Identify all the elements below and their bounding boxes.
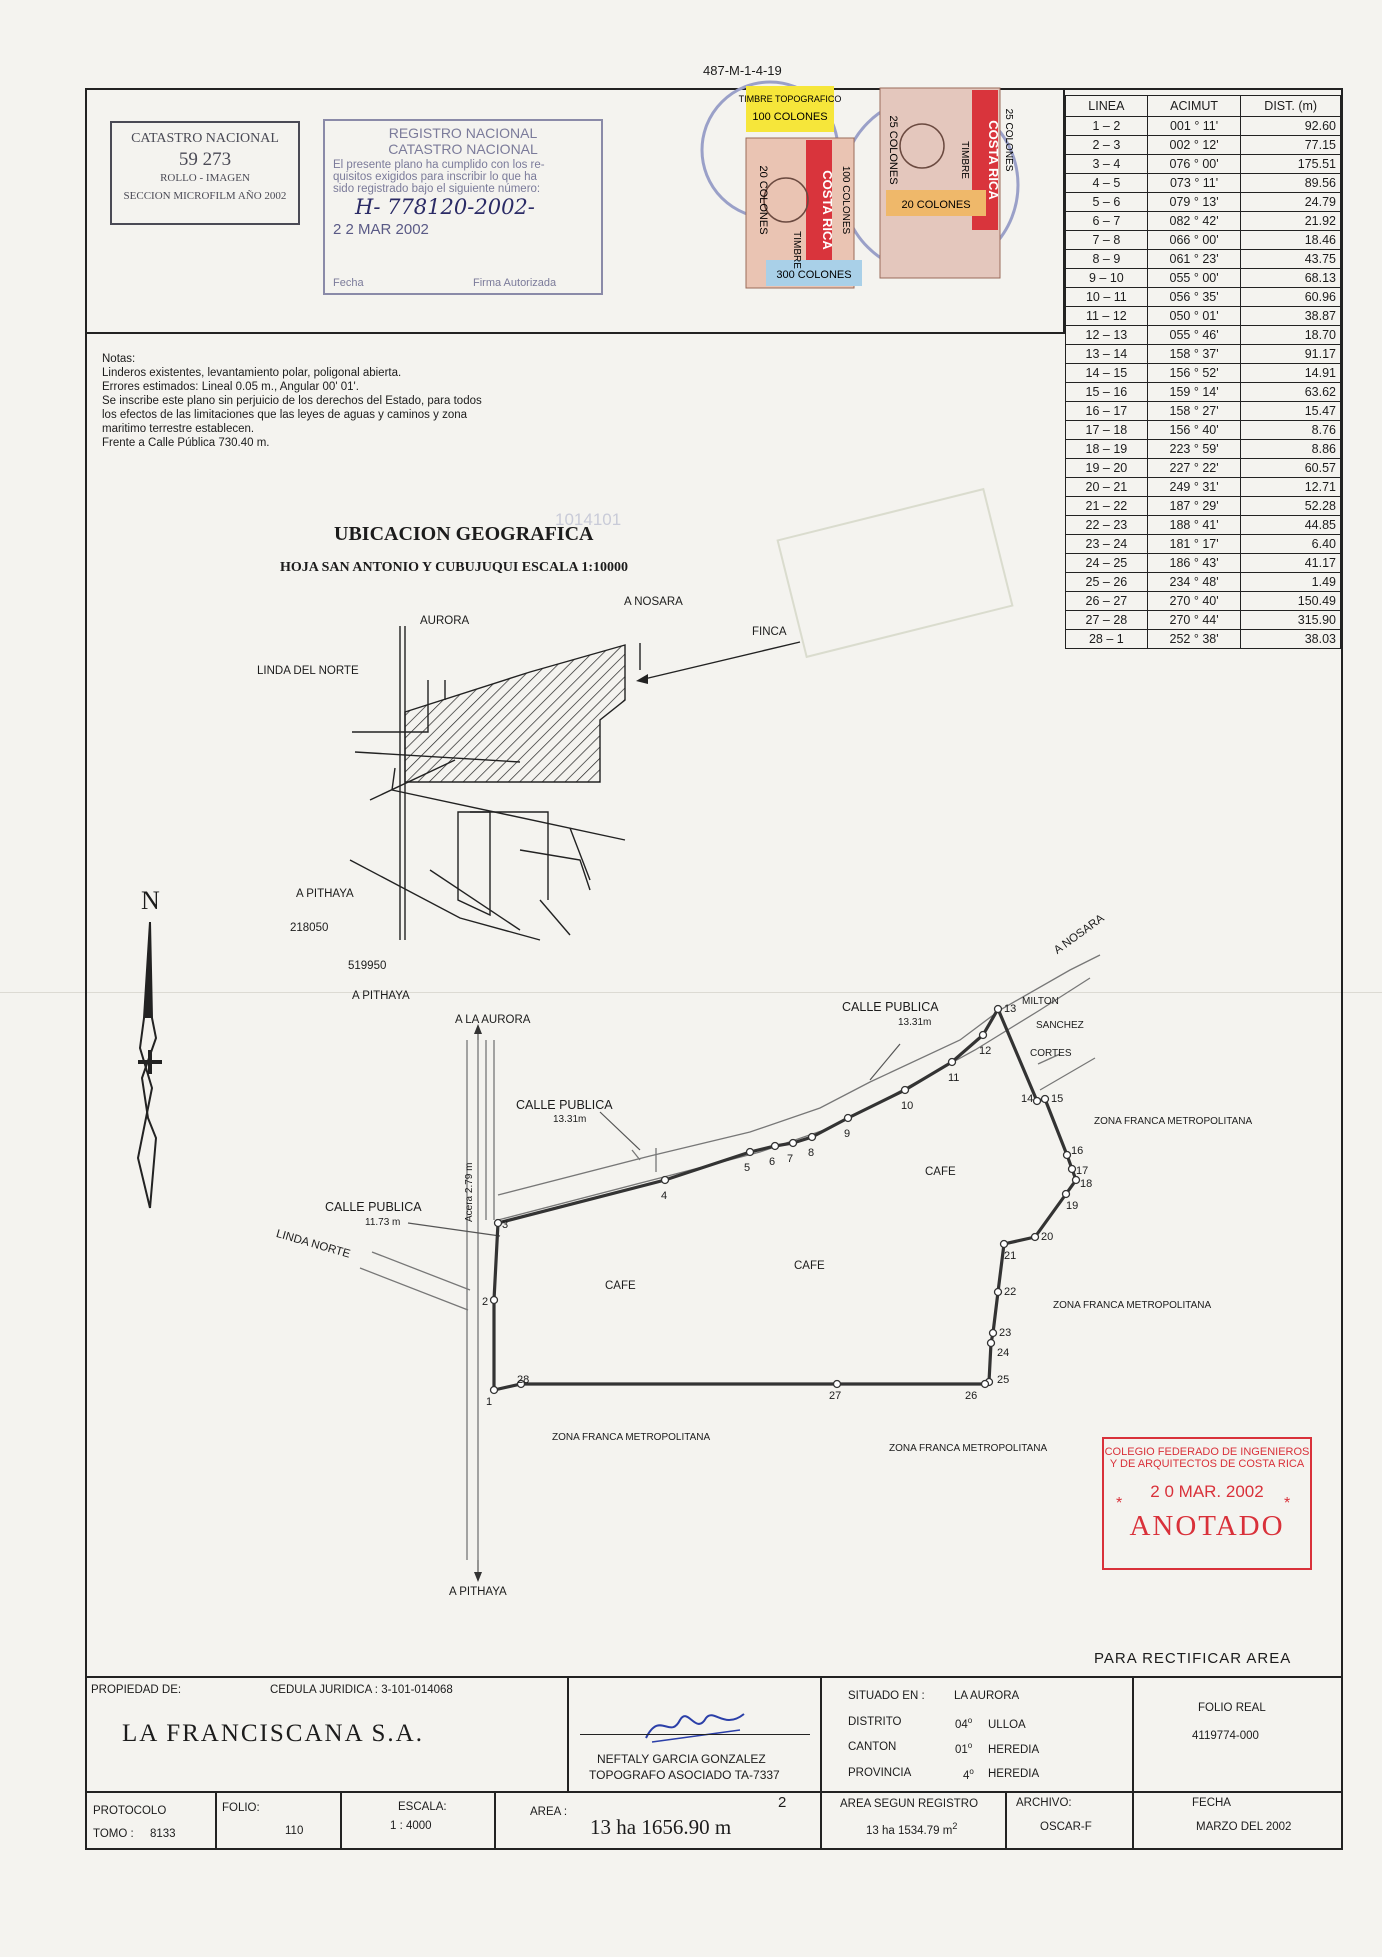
vertex-marker xyxy=(988,1340,995,1347)
registro-handwritten-number: H- 778120-2002- xyxy=(355,195,535,219)
escala-value: 1 : 4000 xyxy=(390,1820,432,1832)
vertex-marker xyxy=(1001,1241,1008,1248)
label-zona-franca-1: ZONA FRANCA METROPOLITANA xyxy=(1094,1116,1253,1127)
vertex-marker xyxy=(809,1134,816,1141)
vertex-label: 22 xyxy=(1004,1286,1017,1298)
timbre-25-side2: 25 COLONES xyxy=(1003,108,1014,172)
titleblock-v5 xyxy=(340,1791,342,1850)
timbre-word-2: TIMBRE xyxy=(959,141,970,179)
azimuth-dist-cell: 43.75 xyxy=(1241,250,1341,269)
vertex-label: 19 xyxy=(1066,1200,1079,1212)
azimuth-linea-cell: 16 – 17 xyxy=(1066,402,1148,421)
area-label: AREA : xyxy=(530,1806,568,1818)
costa-rica-text-2: COSTA RICA xyxy=(986,120,1001,200)
vertex-label: 5 xyxy=(744,1162,751,1174)
timbre-25-side: 25 COLONES xyxy=(887,115,899,185)
azimuth-linea-cell: 7 – 8 xyxy=(1066,231,1148,250)
azimuth-dist-cell: 8.76 xyxy=(1241,421,1341,440)
coordinate-east: 519950 xyxy=(348,960,387,972)
azimuth-linea-cell: 4 – 5 xyxy=(1066,174,1148,193)
fecha-value: MARZO DEL 2002 xyxy=(1196,1821,1292,1833)
azimuth-dist-cell: 60.96 xyxy=(1241,288,1341,307)
label-cafe-2: CAFE xyxy=(605,1280,636,1292)
vertex-marker xyxy=(1069,1166,1076,1173)
area-unit-exponent: 2 xyxy=(778,1794,787,1811)
vertex-label: 13 xyxy=(1004,1003,1017,1015)
titleblock-v2 xyxy=(820,1676,822,1850)
coordinate-north: 218050 xyxy=(290,922,329,934)
vertex-marker xyxy=(491,1387,498,1394)
azimuth-linea-cell: 25 – 26 xyxy=(1066,573,1148,592)
label-calle-publica-2: CALLE PUBLICA xyxy=(516,1098,613,1112)
notes-line: Frente a Calle Pública 730.40 m. xyxy=(102,437,270,449)
para-rectificar-area: PARA RECTIFICAR AREA xyxy=(1094,1650,1292,1667)
azimuth-linea-cell: 9 – 10 xyxy=(1066,269,1148,288)
distrito-label: DISTRITO xyxy=(848,1716,902,1728)
azimuth-acimut-cell: 055 ° 00' xyxy=(1147,269,1241,288)
azimuth-dist-cell: 60.57 xyxy=(1241,459,1341,478)
location-subtitle: HOJA SAN ANTONIO Y CUBUJUQUI ESCALA 1:10000 xyxy=(280,560,628,575)
azimuth-dist-cell: 18.46 xyxy=(1241,231,1341,250)
label-cafe-1: CAFE xyxy=(925,1166,956,1178)
azimuth-dist-cell: 12.71 xyxy=(1241,478,1341,497)
azimuth-dist-cell: 14.91 xyxy=(1241,364,1341,383)
label-finca: FINCA xyxy=(752,626,787,638)
situado-label: SITUADO EN : xyxy=(848,1690,925,1702)
azimuth-acimut-cell: 252 ° 38' xyxy=(1147,630,1241,649)
north-label: N xyxy=(141,886,160,915)
label-linda-norte: LINDA NORTE xyxy=(274,1228,352,1261)
azimuth-acimut-cell: 227 ° 22' xyxy=(1147,459,1241,478)
area-value: 13 ha 1656.90 m xyxy=(590,1815,732,1839)
label-acera: Acera 2.79 m xyxy=(464,1162,475,1222)
vertex-label: 28 xyxy=(517,1374,530,1386)
notes-line: Errores estimados: Lineal 0.05 m., Angular 00' 01'. xyxy=(102,381,359,393)
azimuth-acimut-cell: 223 ° 59' xyxy=(1147,440,1241,459)
label-cafe-3: CAFE xyxy=(794,1260,825,1272)
vertex-marker xyxy=(662,1177,669,1184)
azimuth-dist-cell: 315.90 xyxy=(1241,611,1341,630)
location-title: UBICACION GEOGRAFICA xyxy=(334,523,594,545)
escala-label: ESCALA: xyxy=(398,1801,447,1813)
registro-fecha-label: Fecha xyxy=(333,277,364,289)
provincia-value: HEREDIA xyxy=(988,1768,1040,1780)
azimuth-linea-cell: 2 – 3 xyxy=(1066,136,1148,155)
distrito-number: 04$^o$ xyxy=(955,1716,973,1731)
azimuth-dist-cell: 38.03 xyxy=(1241,630,1341,649)
label-zona-franca-3: ZONA FRANCA METROPOLITANA xyxy=(552,1432,711,1443)
vertex-marker xyxy=(1032,1234,1039,1241)
folio-value: 110 xyxy=(285,1825,304,1837)
azimuth-dist-cell: 41.17 xyxy=(1241,554,1341,573)
azimuth-linea-cell: 17 – 18 xyxy=(1066,421,1148,440)
azimuth-linea-cell: 19 – 20 xyxy=(1066,459,1148,478)
folio-real-value: 4119774-000 xyxy=(1192,1730,1259,1742)
topografo-signature-icon xyxy=(640,1700,750,1750)
azimuth-linea-cell: 18 – 19 xyxy=(1066,440,1148,459)
area-registro-label: AREA SEGUN REGISTRO xyxy=(840,1798,979,1810)
azimuth-linea-cell: 10 – 11 xyxy=(1066,288,1148,307)
vertex-label: 10 xyxy=(901,1100,914,1112)
vertex-label: 8 xyxy=(808,1147,815,1159)
catastro-title: CATASTRO NACIONAL xyxy=(131,131,279,146)
protocolo-label: PROTOCOLO xyxy=(93,1805,167,1817)
timbre-topografico-text: TIMBRE TOPOGRAFICO xyxy=(738,94,842,104)
label-a-pithaya-2: A PITHAYA xyxy=(352,990,410,1002)
azimuth-dist-cell: 38.87 xyxy=(1241,307,1341,326)
azimuth-dist-cell: 63.62 xyxy=(1241,383,1341,402)
vertex-label: 25 xyxy=(997,1374,1010,1386)
distrito-value: ULLOA xyxy=(988,1719,1026,1731)
label-linda-del-norte: LINDA DEL NORTE xyxy=(257,665,359,677)
azimuth-acimut-cell: 002 ° 12' xyxy=(1147,136,1241,155)
label-width-2: 13.31m xyxy=(553,1114,587,1125)
vertex-label: 12 xyxy=(979,1045,992,1057)
azimuth-linea-cell: 8 – 9 xyxy=(1066,250,1148,269)
vertex-marker xyxy=(790,1140,797,1147)
col-dist: DIST. (m) xyxy=(1241,96,1341,117)
topografo-title: TOPOGRAFO ASOCIADO TA-7337 xyxy=(589,1768,780,1782)
label-a-pithaya-sketch: A PITHAYA xyxy=(296,888,354,900)
azimuth-acimut-cell: 073 ° 11' xyxy=(1147,174,1241,193)
vertex-marker xyxy=(995,1289,1002,1296)
azimuth-dist-cell: 77.15 xyxy=(1241,136,1341,155)
azimuth-acimut-cell: 270 ° 44' xyxy=(1147,611,1241,630)
vertex-marker xyxy=(990,1330,997,1337)
titleblock-v3 xyxy=(1132,1676,1134,1791)
azimuth-linea-cell: 21 – 22 xyxy=(1066,497,1148,516)
col-linea: LINEA xyxy=(1066,96,1148,117)
vertex-marker xyxy=(1042,1096,1049,1103)
label-width-3: 11.73 m xyxy=(365,1217,401,1228)
vertex-label: 24 xyxy=(997,1347,1010,1359)
vertex-marker xyxy=(495,1220,502,1227)
vertex-marker xyxy=(995,1006,1002,1013)
azimuth-dist-cell: 24.79 xyxy=(1241,193,1341,212)
azimuth-dist-cell: 8.86 xyxy=(1241,440,1341,459)
azimuth-acimut-cell: 055 ° 46' xyxy=(1147,326,1241,345)
vertex-label: 16 xyxy=(1071,1145,1084,1157)
vertex-label: 9 xyxy=(844,1128,851,1140)
catastro-number: 59 273 xyxy=(178,149,232,170)
azimuth-acimut-cell: 158 ° 37' xyxy=(1147,345,1241,364)
azimuth-linea-cell: 12 – 13 xyxy=(1066,326,1148,345)
label-a-pithaya: A PITHAYA xyxy=(449,1586,507,1598)
costa-rica-text-1: COSTA RICA xyxy=(820,170,835,250)
label-sanchez: SANCHEZ xyxy=(1036,1020,1084,1031)
azimuth-acimut-cell: 270 ° 40' xyxy=(1147,592,1241,611)
label-milton: MILTON xyxy=(1022,996,1059,1007)
notes-line: Se inscribe este plano sin perjuicio de los derechos del Estado, para todos xyxy=(102,395,482,407)
registro-date: 2 2 MAR 2002 xyxy=(333,221,429,238)
titleblock-v7 xyxy=(1005,1791,1007,1850)
azimuth-dist-cell: 150.49 xyxy=(1241,592,1341,611)
vertex-marker xyxy=(902,1087,909,1094)
notes-line: Linderos existentes, levantamiento polar, poligonal abierta. xyxy=(102,367,402,379)
azimuth-dist-cell: 68.13 xyxy=(1241,269,1341,288)
azimuth-acimut-cell: 249 ° 31' xyxy=(1147,478,1241,497)
vertex-marker xyxy=(949,1059,956,1066)
propiedad-label: PROPIEDAD DE: xyxy=(91,1684,182,1696)
colegio-federado-stamp xyxy=(1102,1437,1312,1570)
notes-heading: Notas: xyxy=(102,353,136,365)
label-calle-publica-3: CALLE PUBLICA xyxy=(325,1200,422,1214)
azimuth-acimut-cell: 186 ° 43' xyxy=(1147,554,1241,573)
azimuth-dist-cell: 18.70 xyxy=(1241,326,1341,345)
titleblock-mid xyxy=(85,1791,1343,1793)
registro-body2: quisitos exigidos para inscribir lo que ha xyxy=(333,171,537,183)
registro-body1: El presente plano ha cumplido con los re- xyxy=(333,159,545,171)
situado-value: LA AURORA xyxy=(954,1690,1020,1702)
vertex-marker xyxy=(1064,1152,1071,1159)
azimuth-dist-cell: 15.47 xyxy=(1241,402,1341,421)
catastro-seccion: SECCION MICROFILM AÑO 2002 xyxy=(123,190,287,202)
label-zona-franca-2: ZONA FRANCA METROPOLITANA xyxy=(1053,1300,1212,1311)
folio-label: FOLIO: xyxy=(222,1802,260,1814)
titleblock-v4 xyxy=(215,1791,217,1850)
azimuth-acimut-cell: 181 ° 17' xyxy=(1147,535,1241,554)
label-width-1: 13.31m xyxy=(898,1017,932,1028)
signature-line xyxy=(580,1734,810,1735)
azimuth-linea-cell: 5 – 6 xyxy=(1066,193,1148,212)
tomo-value: 8133 xyxy=(150,1828,176,1840)
vertex-marker xyxy=(982,1381,989,1388)
timbre-100-side: 100 COLONES xyxy=(840,165,851,235)
azimuth-acimut-cell: 156 ° 52' xyxy=(1147,364,1241,383)
azimuth-dist-cell: 92.60 xyxy=(1241,117,1341,136)
azimuth-acimut-cell: 158 ° 27' xyxy=(1147,402,1241,421)
azimuth-acimut-cell: 234 ° 48' xyxy=(1147,573,1241,592)
vertex-label: 18 xyxy=(1080,1178,1093,1190)
owner-name: LA FRANCISCANA S.A. xyxy=(122,1720,424,1747)
vertex-label: 21 xyxy=(1004,1250,1017,1262)
vertex-label: 17 xyxy=(1076,1165,1089,1177)
timbre-100-text: 100 COLONES xyxy=(752,111,828,123)
azimuth-acimut-cell: 001 ° 11' xyxy=(1147,117,1241,136)
canton-value: HEREDIA xyxy=(988,1744,1040,1756)
label-cortes: CORTES xyxy=(1030,1048,1072,1059)
cedula-juridica: CEDULA JURIDICA : 3-101-014068 xyxy=(270,1684,453,1696)
azimuth-dist-cell: 175.51 xyxy=(1241,155,1341,174)
provincia-label: PROVINCIA xyxy=(848,1767,912,1779)
label-a-nosara: A NOSARA xyxy=(1052,912,1107,957)
azimuth-acimut-cell: 061 ° 23' xyxy=(1147,250,1241,269)
vertex-marker xyxy=(772,1143,779,1150)
azimuth-linea-cell: 20 – 21 xyxy=(1066,478,1148,497)
vertex-marker xyxy=(980,1032,987,1039)
vertex-marker xyxy=(1073,1177,1080,1184)
timbre-300-text: 300 COLONES xyxy=(776,269,852,281)
vertex-label: 20 xyxy=(1041,1231,1054,1243)
label-a-nosara-sketch: A NOSARA xyxy=(624,596,683,608)
registro-title1: REGISTRO NACIONAL xyxy=(388,125,538,141)
titleblock-v1 xyxy=(567,1676,569,1791)
registro-body3: sido registrado bajo el siguiente número: xyxy=(333,183,541,195)
azimuth-acimut-cell: 066 ° 00' xyxy=(1147,231,1241,250)
azimuth-linea-cell: 14 – 15 xyxy=(1066,364,1148,383)
colegio-line1: COLEGIO FEDERADO DE INGENIEROS xyxy=(1104,1446,1310,1458)
tomo-label: TOMO : xyxy=(93,1828,134,1840)
timbre-20-text: 20 COLONES xyxy=(901,199,971,211)
azimuth-dist-cell: 91.17 xyxy=(1241,345,1341,364)
plan-code: 487-M-1-4-19 xyxy=(703,63,782,78)
vertex-marker xyxy=(1063,1191,1070,1198)
catastro-rollo: ROLLO - IMAGEN xyxy=(160,172,250,184)
azimuth-dist-cell: 21.92 xyxy=(1241,212,1341,231)
stamp-star-left: * xyxy=(1116,1495,1123,1512)
azimuth-linea-cell: 6 – 7 xyxy=(1066,212,1148,231)
vertex-label: 14 xyxy=(1021,1093,1034,1105)
vertex-marker xyxy=(1034,1098,1041,1105)
titleblock-v6 xyxy=(494,1791,496,1850)
stamp-star-right: * xyxy=(1284,1495,1291,1512)
label-a-la-aurora: A LA AURORA xyxy=(455,1014,531,1026)
vertex-label: 7 xyxy=(787,1153,794,1165)
colegio-date: 2 0 MAR. 2002 xyxy=(1150,1482,1264,1501)
fecha-label: FECHA xyxy=(1192,1797,1231,1809)
azimuth-acimut-cell: 079 ° 13' xyxy=(1147,193,1241,212)
registro-firma-label: Firma Autorizada xyxy=(473,277,557,289)
canton-label: CANTON xyxy=(848,1741,897,1753)
vertex-label: 27 xyxy=(829,1390,842,1402)
azimuth-acimut-cell: 082 ° 42' xyxy=(1147,212,1241,231)
azimuth-linea-cell: 3 – 4 xyxy=(1066,155,1148,174)
vertex-label: 1 xyxy=(486,1396,493,1408)
azimuth-acimut-cell: 187 ° 29' xyxy=(1147,497,1241,516)
vertex-label: 26 xyxy=(965,1390,978,1402)
vertex-label: 6 xyxy=(769,1156,776,1168)
colegio-anotado: ANOTADO xyxy=(1129,1510,1285,1542)
label-zona-franca-4: ZONA FRANCA METROPOLITANA xyxy=(889,1443,1048,1454)
road-arrow-south xyxy=(474,1572,482,1582)
azimuth-linea-cell: 1 – 2 xyxy=(1066,117,1148,136)
topografo-name: NEFTALY GARCIA GONZALEZ xyxy=(597,1752,766,1766)
vertex-label: 23 xyxy=(999,1327,1012,1339)
azimuth-dist-cell: 1.49 xyxy=(1241,573,1341,592)
vertex-label: 15 xyxy=(1051,1093,1064,1105)
azimuth-linea-cell: 22 – 23 xyxy=(1066,516,1148,535)
archivo-value: OSCAR-F xyxy=(1040,1821,1092,1833)
timbre-word-1: TIMBRE xyxy=(791,231,802,269)
azimuth-acimut-cell: 156 ° 40' xyxy=(1147,421,1241,440)
azimuth-dist-cell: 44.85 xyxy=(1241,516,1341,535)
vertex-marker xyxy=(834,1381,841,1388)
vertex-label: 11 xyxy=(948,1072,960,1084)
canton-number: 01$^o$ xyxy=(955,1741,973,1756)
vertex-label: 3 xyxy=(502,1219,509,1231)
azimuth-acimut-cell: 050 ° 01' xyxy=(1147,307,1241,326)
azimuth-linea-cell: 11 – 12 xyxy=(1066,307,1148,326)
azimuth-acimut-cell: 159 ° 14' xyxy=(1147,383,1241,402)
label-aurora: AURORA xyxy=(420,615,470,627)
titleblock-v8 xyxy=(1132,1791,1134,1850)
label-calle-publica-1: CALLE PUBLICA xyxy=(842,1000,939,1014)
timbre-20-side: 20 COLONES xyxy=(757,165,769,235)
azimuth-linea-cell: 24 – 25 xyxy=(1066,554,1148,573)
folio-real-label: FOLIO REAL xyxy=(1198,1702,1266,1714)
faded-stamp-number: 1014101 xyxy=(555,510,622,529)
vertex-label: 2 xyxy=(482,1296,489,1308)
azimuth-linea-cell: 26 – 27 xyxy=(1066,592,1148,611)
azimuth-linea-cell: 23 – 24 xyxy=(1066,535,1148,554)
notes-line: maritimo terrestre establecen. xyxy=(102,423,255,435)
azimuth-linea-cell: 28 – 1 xyxy=(1066,630,1148,649)
azimuth-linea-cell: 13 – 14 xyxy=(1066,345,1148,364)
col-acimut: ACIMUT xyxy=(1147,96,1241,117)
azimuth-acimut-cell: 076 ° 00' xyxy=(1147,155,1241,174)
registro-title2: CATASTRO NACIONAL xyxy=(388,141,538,157)
titleblock-top xyxy=(85,1676,1343,1678)
provincia-number: 4$^o$ xyxy=(963,1767,974,1782)
vertex-marker xyxy=(747,1149,754,1156)
vertex-marker xyxy=(845,1115,852,1122)
azimuth-acimut-cell: 188 ° 41' xyxy=(1147,516,1241,535)
vertex-label: 4 xyxy=(661,1190,668,1202)
azimuth-dist-cell: 89.56 xyxy=(1241,174,1341,193)
azimuth-dist-cell: 6.40 xyxy=(1241,535,1341,554)
colegio-line2: Y DE ARQUITECTOS DE COSTA RICA xyxy=(1109,1458,1305,1470)
area-registro-value: 13 ha 1534.79 $m^2$ xyxy=(866,1821,958,1837)
azimuth-linea-cell: 27 – 28 xyxy=(1066,611,1148,630)
azimuth-acimut-cell: 056 ° 35' xyxy=(1147,288,1241,307)
archivo-label: ARCHIVO: xyxy=(1016,1797,1072,1809)
azimuth-dist-cell: 52.28 xyxy=(1241,497,1341,516)
notes-line: los efectos de las limitaciones que las leyes de aguas y caminos y zona xyxy=(102,409,468,421)
azimuth-linea-cell: 15 – 16 xyxy=(1066,383,1148,402)
vertex-marker xyxy=(491,1297,498,1304)
